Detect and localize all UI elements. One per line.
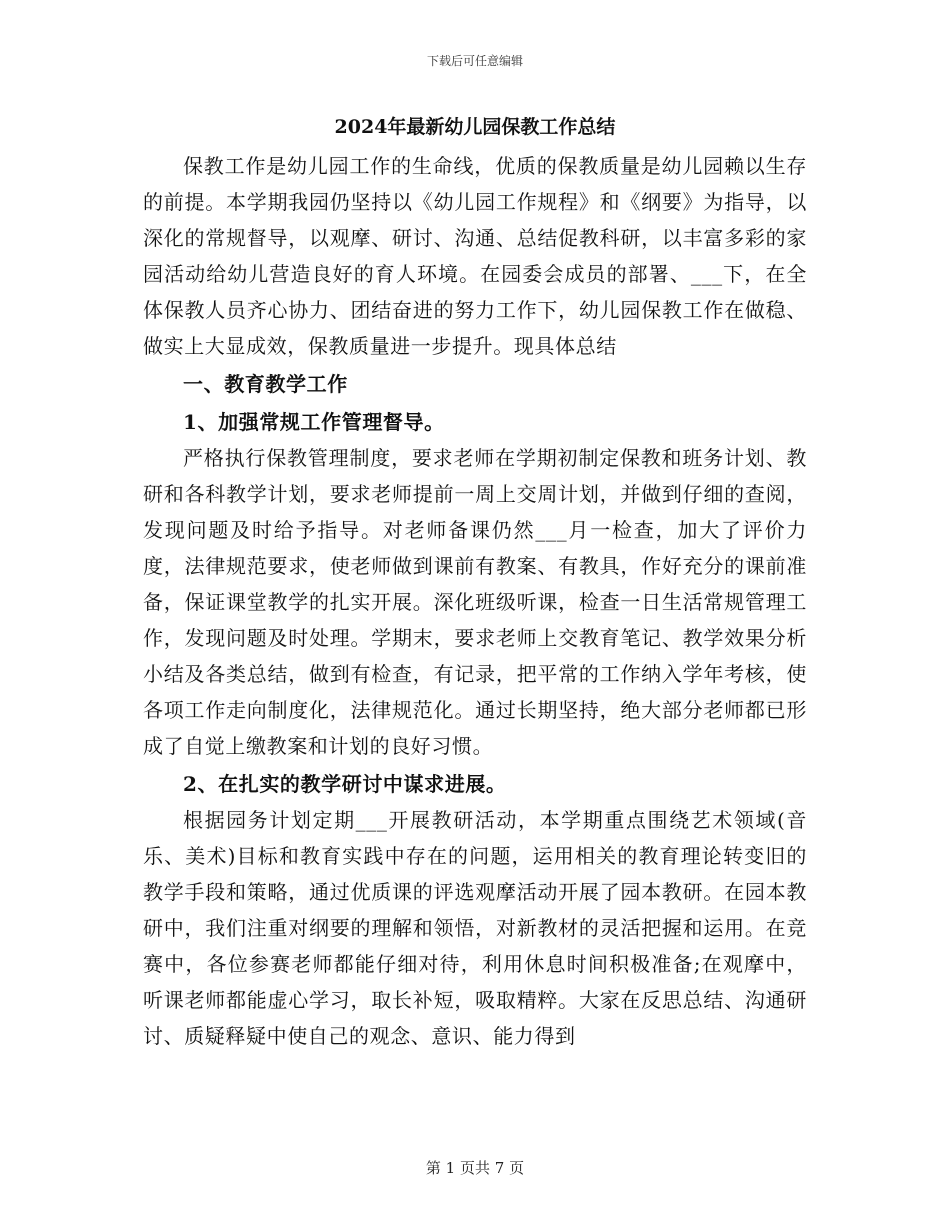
intro-paragraph: 保教工作是幼儿园工作的生命线，优质的保教质量是幼儿园赖以生存的前提。本学期我园仍坚持以《幼儿园工作规程》和《纲要》为指导，以深化的常规督导，以观摩、研讨、沟通、总结促教科研，以丰富多彩的家园活动给幼儿营造良好的育人环境。在园委会成员的部署、___下，在全体保教人员齐心协力、团结奋进的努力工作下，幼儿园保教工作在做稳、做实上大显成效，保教质量进一步提升。现具体总结 xyxy=(143,154,807,358)
page-number-footer: 第 1 页共 7 页 xyxy=(425,1159,525,1177)
document-body xyxy=(143,112,807,1054)
teaching-research-paragraph: 根据园务计划定期___开展教研活动，本学期重点围绕艺术领域(音乐、美术)目标和教育实践中存在的问题，运用相关的教育理论转变旧的教学手段和策略，通过优质课的评选观摩活动开展了园本教研。在园本教研中，我们注重对纲要的理解和领悟，对新教材的灵活把握和运用。在竞赛中，各位参赛老师都能仔细对待，利用休息时间积极准备;在观摩中，听课老师都能虚心学习，取长补短，吸取精粹。大家在反思总结、沟通研讨、质疑释疑中使自己的观念、意识、能力得到 xyxy=(143,808,807,1048)
routine-management-paragraph: 严格执行保教管理制度，要求老师在学期初制定保教和班务计划、教研和各科教学计划，要求老师提前一周上交周计划，并做到仔细的查阅，发现问题及时给予指导。对老师备课仍然___月一检查，加大了评价力度，法律规范要求，使老师做到课前有教案、有教具，作好充分的课前准备，保证课堂教学的扎实开展。深化班级听课，检查一日生活常规管理工作，发现问题及时处理。学期末，要求老师上交教育笔记、教学效果分析小结及各类总结，做到有检查，有记录，把平常的工作纳入学年考核，使各项工作走向制度化，法律规范化。通过长期坚持，绝大部分老师都已形成了自觉上缴教案和计划的良好习惯。 xyxy=(143,446,807,758)
subheading-teaching-research: 2、在扎实的教学研讨中谋求进展。 xyxy=(183,772,507,796)
header-note: 下载后可任意编辑 xyxy=(426,54,523,68)
document-title: 2024年最新幼儿园保教工作总结 xyxy=(334,116,616,138)
subheading-routine-management: 1、加强常规工作管理督导。 xyxy=(183,410,445,434)
section-heading-education: 一、教育教学工作 xyxy=(183,372,348,396)
